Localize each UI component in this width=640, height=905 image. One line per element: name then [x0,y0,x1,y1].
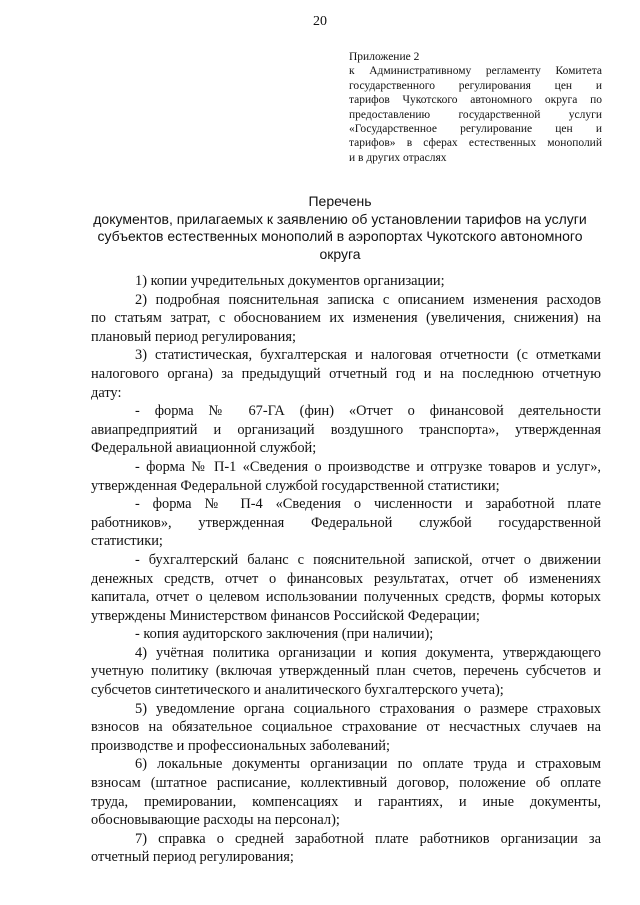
body-line: - форма № П-1 «Сведения о производстве и отгрузке товаров и услуг», [135,458,601,475]
body-line: налогового органа) за предыдущий отчетный год и на последнюю отчетную [91,365,601,382]
body-line: плановый период регулирования; [91,328,296,345]
appendix-header [349,50,602,165]
body-line: 7) справка о средней заработной плате работников организации за [135,830,601,847]
title-line: округа [319,245,361,262]
body-line: 6) локальные документы организации по оплате труда и страховым [135,756,601,773]
appendix-line: и в других отраслях [349,151,447,164]
body-line: - форма № 67-ГА (фин) «Отчет о финансовой деятельности [135,403,601,420]
document-body [91,272,601,867]
body-line: субсчетов синтетического и аналитического бухгалтерского учета); [91,682,504,699]
appendix-line: тарифов Чукотского автономного округа по [349,94,602,107]
body-line: 5) уведомление органа социального страхования о размере страховых [135,700,601,717]
body-line: - бухгалтерский баланс с пояснительной запиской, отчет о движении [135,551,601,568]
body-line: утверждены Министерством финансов Российской Федерации; [91,607,480,624]
document-title [80,193,600,263]
title-line: документов, прилагаемых к заявлению об установлении тарифов на услуги [93,210,587,227]
appendix-line: «Государственное регулирование цен и [349,123,602,136]
appendix-line: к Административному регламенту Комитета [349,65,602,78]
body-line: Федеральной авиационной службой; [91,440,317,457]
body-line: капитала, отчет о целевом использовании полученных средств, формы которых [91,589,601,606]
body-line: взносам (штатное расписание, коллективный договор, положение об оплате [91,775,601,792]
body-line: - копия аудиторского заключения (при наличии); [135,626,434,643]
body-line: - форма № П-4 «Сведения о численности и заработной плате [135,496,601,513]
body-line: статистики; [91,533,163,550]
body-line: авиапредприятий и организаций воздушного транспорта», утвержденная [91,421,601,438]
body-line: работников», утвержденная Федеральной службой государственной [91,514,601,531]
appendix-line: тарифов» в сферах естественных монополий [349,137,602,150]
body-line: по статьям затрат, с обоснованием их изменения (увеличения, снижения) на [91,310,601,327]
body-line: обосновывающие расходы на персонал); [91,812,340,829]
appendix-line: предоставлению государственной услуги [349,108,602,121]
body-line: производстве и профессиональных заболеваний; [91,737,390,754]
body-line: 1) копии учредительных документов организации; [135,273,445,289]
body-line: отчетный период регулирования; [91,849,294,866]
title-heading: Перечень [308,193,372,209]
page-number: 20 [313,14,327,29]
body-line: учетную политику (включая утвержденный план счетов, перечень субсчетов и [91,663,601,680]
body-line: 3) статистическая, бухгалтерская и налоговая отчетности (с отметками [135,347,601,364]
appendix-title: Приложение 2 [349,51,420,63]
body-line: труда, премировании, компенсациях и гарантиях, и иные документы, [91,793,601,810]
body-line: утвержденная Федеральной службой государственной статистики; [91,477,500,494]
body-line: 4) учётная политика организации и копия документа, утверждающего [135,644,601,661]
body-line: взносов на обязательное социальное страхование от несчастных случаев на [91,719,601,736]
body-line: 2) подробная пояснительная записка с описанием изменения расходов [135,291,601,308]
title-line: субъектов естественных монополий в аэропортах Чукотского автономного [97,228,583,244]
appendix-line: государственного регулирования цен и [349,79,602,92]
body-line: денежных средств, отчет о финансовых результатах, отчет об изменениях [91,570,601,587]
body-line: дату: [91,384,122,401]
